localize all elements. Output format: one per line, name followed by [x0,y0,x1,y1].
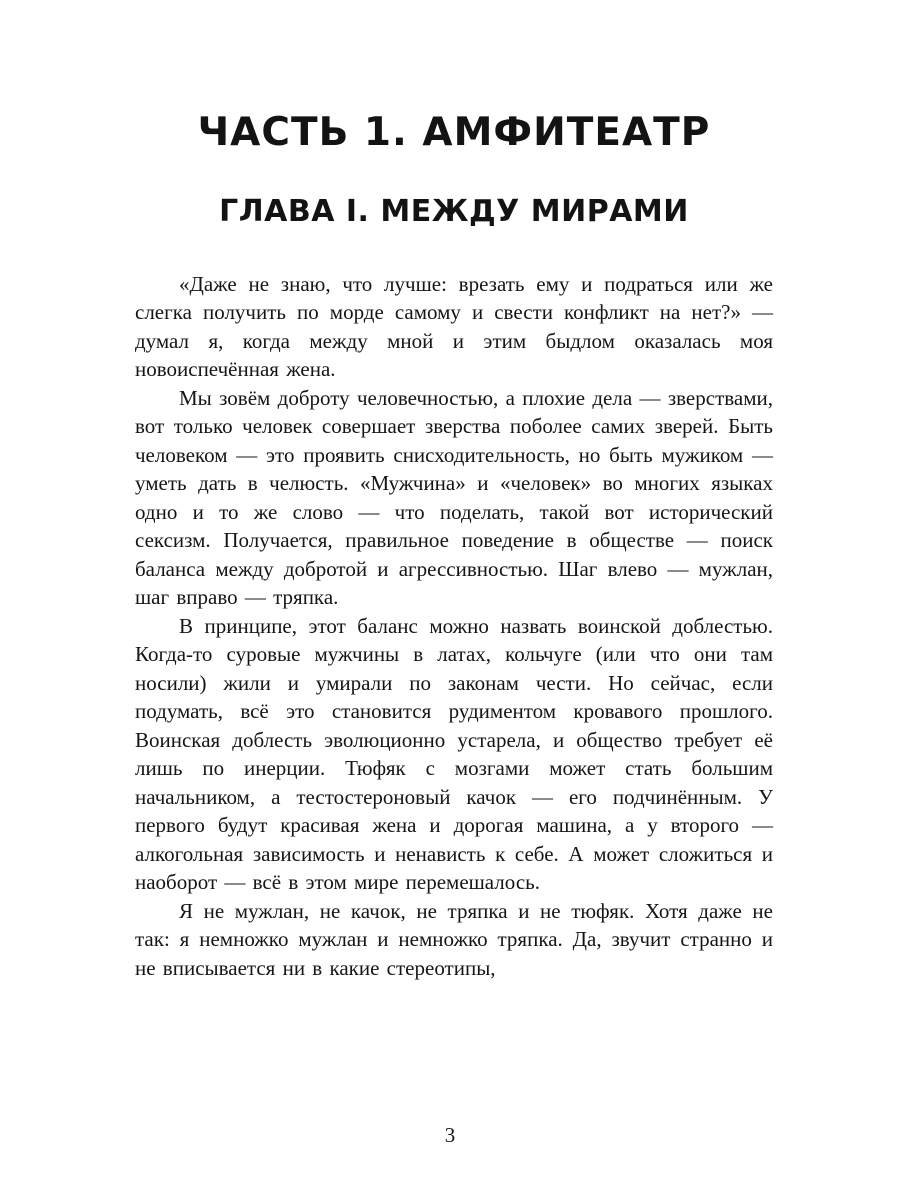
part-title: ЧАСТЬ 1. АМФИТЕАТР [197,110,711,155]
paragraph: Я не мужлан, не качок, не тряпка и не тюфяк. Хотя даже не так: я немножко мужлан и немножко тряпка. Да, звучит странно и не вписывается ни в какие стереотипы, [135,898,773,980]
paragraph: «Даже не знаю, что лучше: врезать ему и подраться или же слегка получить по морде самому и свести конфликт на нет?» — думал я, когда между мной и этим быдлом оказалась моя новоиспечённая жена. [135,271,773,382]
body-text [135,270,773,983]
paragraph: В принципе, этот баланс можно назвать воинской доблестью. Когда-то суровые мужчины в латах, кольчуге (или что они там носили) жили и умирали по законам чести. Но сейчас, если подумать, всё это становится рудиментом кровавого прошлого. Воинская доблесть эволюционно устарела, и общество требует её лишь по инерции. Тюфяк с мозгами может стать большим начальником, а тестостероновый качок — его подчинённым. У первого будут красивая жена и дорогая машина, а у второго — алкогольная зависимость и ненависть к себе. А может сложиться и наоборот — всё в этом мире перемешалось. [135,613,773,895]
chapter-title: ГЛАВА I. МЕЖДУ МИРАМИ [219,193,689,229]
text-column [135,0,773,982]
page-number: 3 [444,1123,456,1147]
paragraph: Мы зовём доброту человечностью, а плохие дела — зверствами, вот только человек совершает зверства поболее самих зверей. Быть человеком — это проявить снисходительность, но быть мужиком — уметь дать в челюсть. «Мужчина» и «человек» во многих языках одно и то же слово — что поделать, такой вот исторический сексизм. Получается, правильное поведение в обществе — поиск баланса между добротой и агрессивностью. Шаг влево — мужлан, шаг вправо — тряпка. [135,385,773,610]
